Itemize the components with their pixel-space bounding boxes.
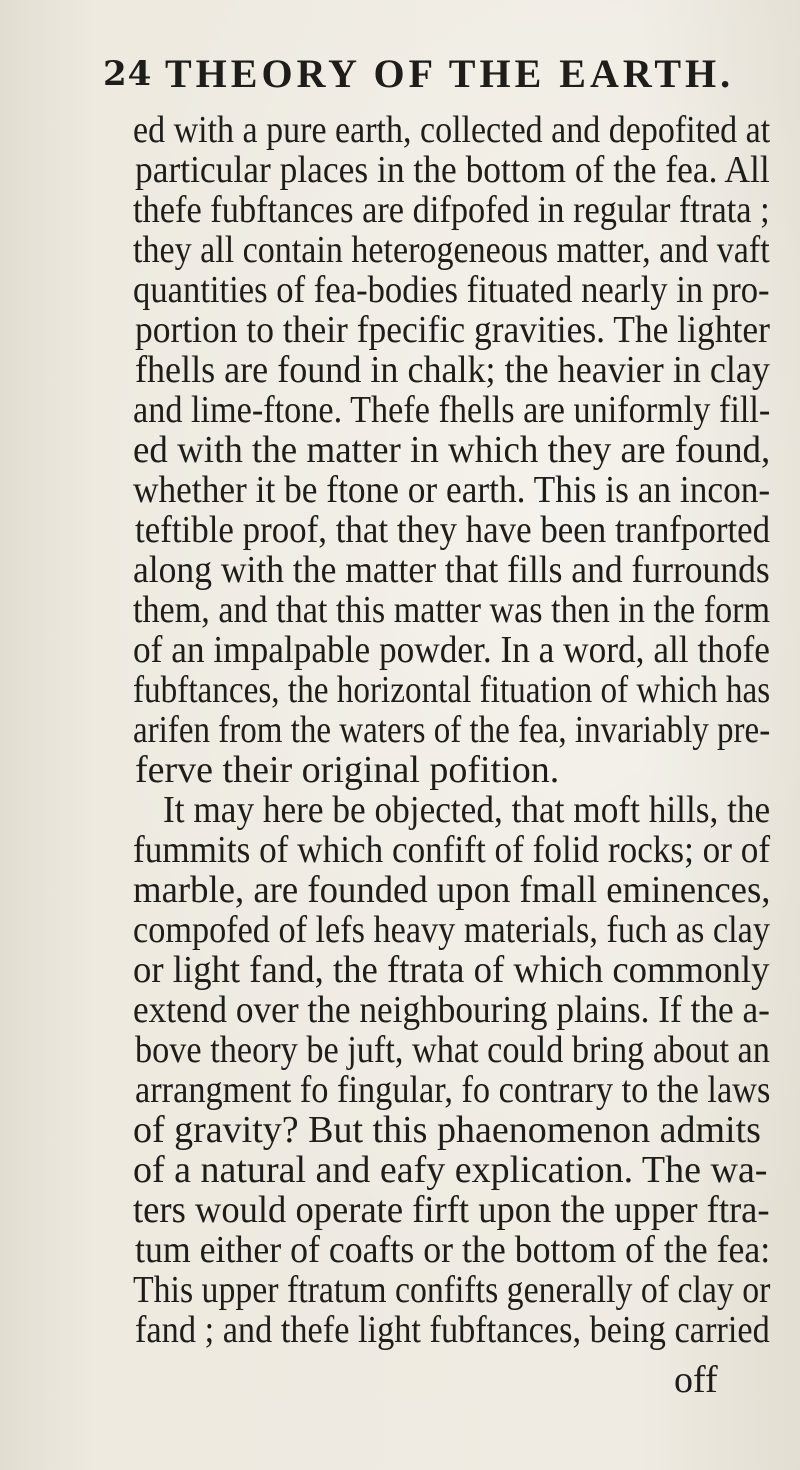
- text-line: fhells are found in chalk; the heavier in clay: [135, 349, 770, 391]
- text-line: along with the matter that fills and furrounds: [133, 549, 770, 591]
- catchword: off: [674, 1359, 718, 1401]
- text-line: they all contain heterogeneous matter, and vaft: [133, 229, 770, 271]
- text-line: them, and that this matter was then in the form: [133, 589, 771, 631]
- text-line: ters would operate firft upon the upper ftra-: [133, 1189, 770, 1231]
- text-line: It may here be objected, that moft hills, the: [163, 789, 771, 831]
- page-header: [103, 40, 735, 100]
- text-line: portion to their fpecific gravities. The lighter: [135, 309, 770, 351]
- text-line: arifen from the waters of the fea, invariably pre-: [133, 709, 771, 751]
- page-number: 24: [103, 54, 153, 94]
- text-line: fand ; and thefe light fubftances, being carried: [135, 1309, 770, 1351]
- text-line: tum either of coafts or the bottom of the fea:: [135, 1229, 771, 1271]
- text-line: marble, are founded upon fmall eminences,: [133, 869, 771, 911]
- text-line: bove theory be juft, what could bring about an: [135, 1029, 770, 1071]
- text-line: ed with the matter in which they are found,: [133, 429, 771, 471]
- text-line: of an impalpable powder. In a word, all thofe: [133, 629, 770, 671]
- text-line: ed with a pure earth, collected and depofited at: [133, 109, 771, 151]
- text-line: quantities of fea-bodies fituated nearly in pro-: [133, 269, 770, 311]
- text-line: arrangment fo fingular, fo contrary to the laws: [135, 1069, 771, 1111]
- text-line: fubftances, the horizontal fituation of which has: [133, 669, 771, 711]
- text-line: compofed of lefs heavy materials, fuch as clay: [133, 909, 770, 951]
- text-line: or light fand, the ftrata of which commonly: [133, 949, 770, 991]
- text-line: whether it be ftone or earth. This is an incon-: [133, 469, 771, 511]
- text-line: teftible proof, that they have been tranfported: [135, 509, 771, 551]
- text-line: of gravity? But this phaenomenon admits: [133, 1109, 761, 1151]
- text-line: of a natural and eafy explication. The wa-: [133, 1149, 768, 1191]
- text-line: This upper ftratum confifts generally of clay or: [133, 1269, 771, 1311]
- text-line: thefe fubftances are difpofed in regular ftrata ;: [133, 189, 770, 231]
- running-head: THEORY OF THE EARTH.: [165, 51, 735, 96]
- text-line: ferve their original pofition.: [135, 749, 560, 791]
- text-line: particular places in the bottom of the fea. All: [135, 149, 770, 191]
- text-line: and lime-ftone. Thefe fhells are uniformly fill-: [133, 389, 771, 431]
- text-line: fummits of which confift of folid rocks; or of: [133, 829, 771, 871]
- text-line: extend over the neighbouring plains. If the a-: [133, 989, 770, 1031]
